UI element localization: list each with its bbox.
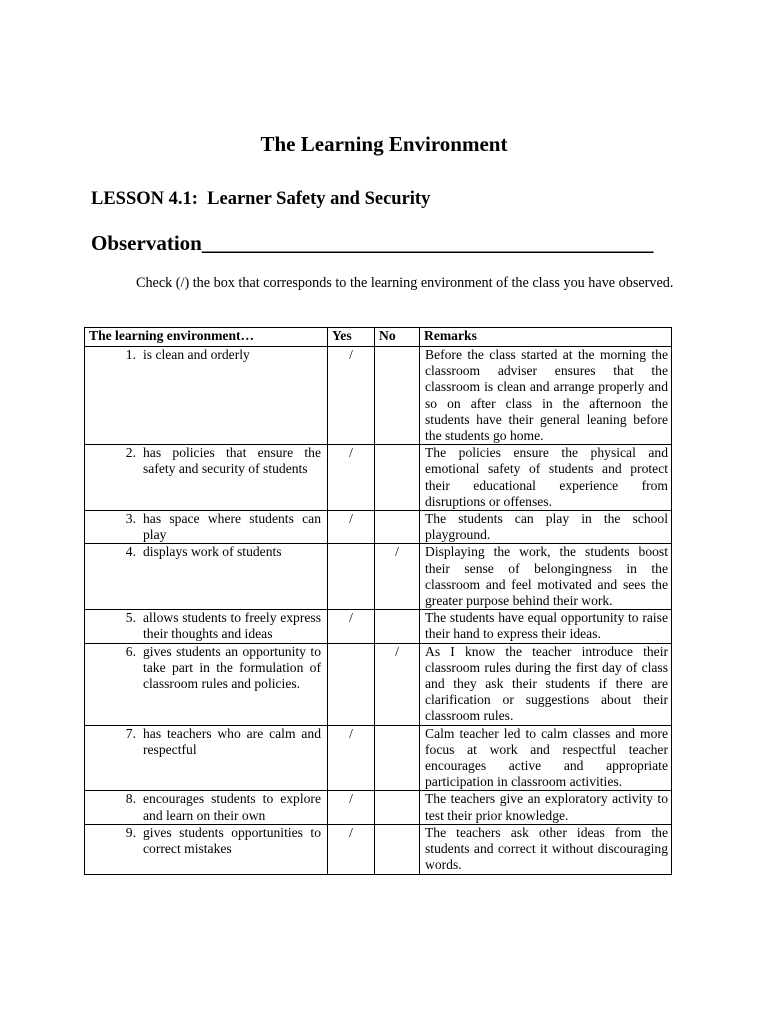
remarks-cell: Calm teacher led to calm classes and more focus at work and respectful teacher encourages active and appropriate participation in classroom activities. — [420, 725, 672, 791]
no-cell[interactable] — [375, 725, 420, 791]
no-cell[interactable] — [375, 347, 420, 445]
environment-cell — [85, 445, 328, 511]
no-cell[interactable] — [375, 445, 420, 511]
environment-cell — [85, 824, 328, 874]
item-text: has space where students can play — [143, 511, 321, 543]
environment-cell — [85, 544, 328, 610]
no-cell[interactable] — [375, 511, 420, 544]
table-row — [85, 725, 672, 791]
header-environment: The learning environment… — [85, 328, 328, 347]
item-number: 7. — [125, 725, 136, 741]
yes-cell[interactable]: / — [328, 610, 375, 643]
environment-cell — [85, 791, 328, 824]
table-row — [85, 347, 672, 445]
remarks-cell: Before the class started at the morning the classroom adviser ensures that the classroom is clean and arrange properly and so on after class in the afternoon the students have their general leaning before the students go home. — [420, 347, 672, 445]
item-number: 1. — [125, 347, 136, 362]
remarks-cell: The students have equal opportunity to raise their hand to express their ideas. — [420, 610, 672, 643]
header-no: No — [375, 328, 420, 347]
yes-cell[interactable] — [328, 643, 375, 725]
item-text: has teachers who are calm and respectful — [143, 725, 321, 757]
item-number: 8. — [125, 791, 136, 807]
environment-cell — [85, 347, 328, 445]
table-header-row — [85, 328, 672, 347]
header-yes: Yes — [328, 328, 375, 347]
item-text: allows students to freely express their thoughts and ideas — [143, 610, 321, 642]
environment-cell — [85, 725, 328, 791]
item-text: encourages students to explore and learn on their own — [143, 791, 321, 823]
remarks-cell: The teachers give an exploratory activity to test their prior knowledge. — [420, 791, 672, 824]
item-number: 4. — [125, 544, 136, 560]
yes-cell[interactable]: / — [328, 725, 375, 791]
item-number: 3. — [125, 511, 136, 527]
yes-cell[interactable]: / — [328, 791, 375, 824]
yes-cell[interactable]: / — [328, 347, 375, 445]
no-cell[interactable] — [375, 791, 420, 824]
page-title: The Learning Environment — [260, 132, 508, 156]
observation-table — [84, 327, 672, 875]
yes-cell[interactable]: / — [328, 824, 375, 874]
environment-cell — [85, 511, 328, 544]
header-remarks: Remarks — [420, 328, 672, 347]
environment-cell — [85, 610, 328, 643]
item-number: 5. — [125, 610, 136, 626]
table-row — [85, 610, 672, 643]
yes-cell[interactable] — [328, 544, 375, 610]
remarks-cell: The teachers ask other ideas from the students and correct it without discouraging words. — [420, 824, 672, 874]
no-cell[interactable] — [375, 610, 420, 643]
table-row — [85, 791, 672, 824]
yes-cell[interactable]: / — [328, 445, 375, 511]
item-text: gives students an opportunity to take part in the formulation of classroom rules and policies. — [143, 643, 321, 692]
table-row — [85, 445, 672, 511]
item-number: 2. — [125, 445, 136, 461]
instruction-text: Check (/) the box that corresponds to the learning environment of the class you have observed. — [136, 275, 674, 291]
no-cell[interactable] — [375, 824, 420, 874]
no-cell[interactable]: / — [375, 544, 420, 610]
table-row — [85, 643, 672, 725]
table-row — [85, 824, 672, 874]
remarks-cell: The policies ensure the physical and emotional safety of students and protect their educational experience from disruptions or offenses. — [420, 445, 672, 511]
yes-cell[interactable]: / — [328, 511, 375, 544]
remarks-cell: Displaying the work, the students boost their sense of belongingness in the classroom and feel motivated and sees the greater purpose behind their work. — [420, 544, 672, 610]
item-text: is clean and orderly — [143, 347, 250, 362]
table-row — [85, 511, 672, 544]
item-number: 6. — [125, 643, 136, 659]
table-row — [85, 544, 672, 610]
remarks-cell: The students can play in the school playground. — [420, 511, 672, 544]
item-number: 9. — [125, 824, 136, 840]
environment-cell — [85, 643, 328, 725]
item-text: has policies that ensure the safety and security of students — [143, 445, 321, 477]
section-heading: Observation___________________________________________ — [91, 231, 654, 255]
lesson-heading: LESSON 4.1: Learner Safety and Security — [91, 189, 431, 209]
remarks-cell: As I know the teacher introduce their classroom rules during the first day of class and they ask their students if there are clarification or suggestions about their classroom rules. — [420, 643, 672, 725]
no-cell[interactable]: / — [375, 643, 420, 725]
item-text: displays work of students — [143, 544, 282, 560]
item-text: gives students opportunities to correct mistakes — [143, 824, 321, 857]
